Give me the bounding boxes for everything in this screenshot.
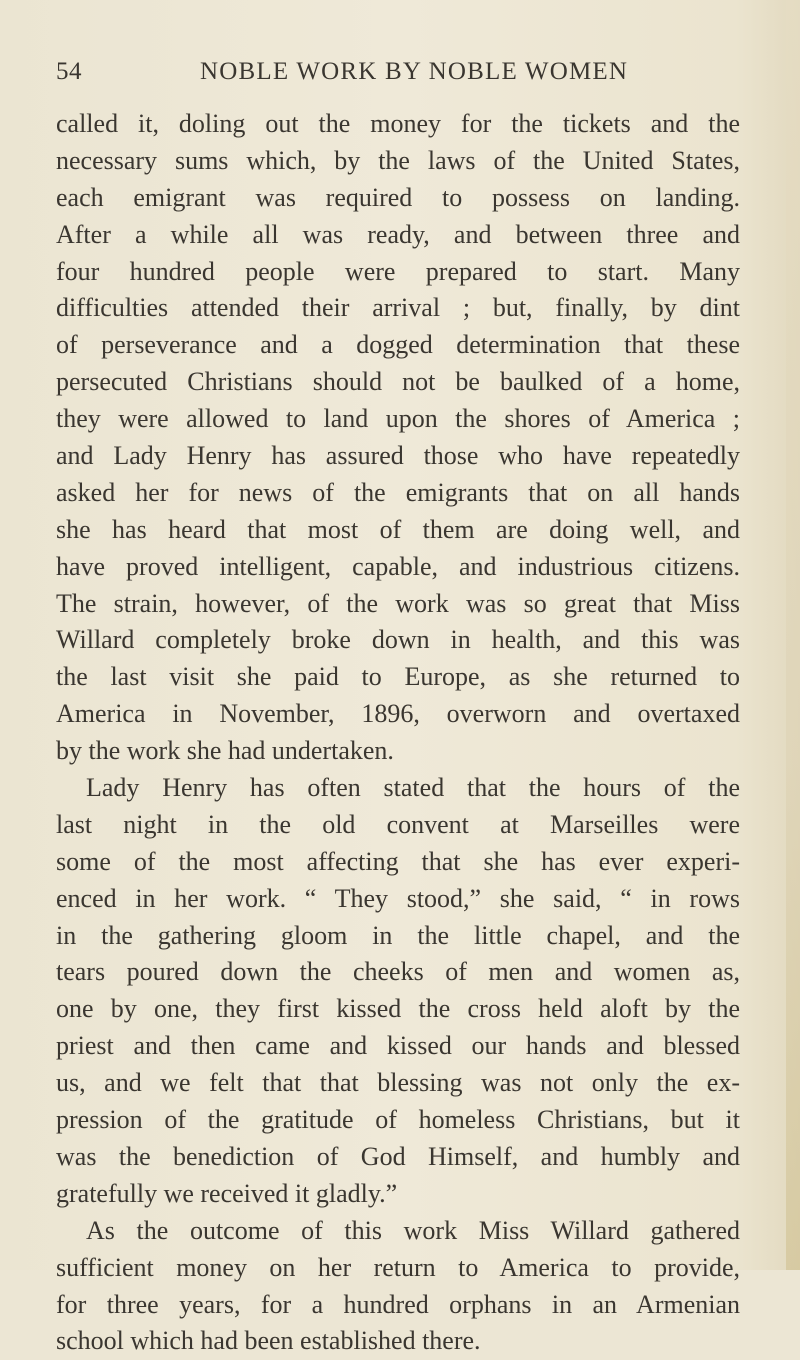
page-header xyxy=(0,58,800,94)
text-line: tears poured down the cheeks of men and women as, xyxy=(56,957,740,987)
text-line: for three years, for a hundred orphans in an Armenian xyxy=(56,1289,740,1319)
text-line: As the outcome of this work Miss Willard gathered xyxy=(86,1215,740,1245)
text-line: they were allowed to land upon the shores of America ; xyxy=(56,404,740,434)
text-line: was the benediction of God Himself, and humbly and xyxy=(56,1141,740,1171)
text-line: Lady Henry has often stated that the hours of the xyxy=(86,773,740,803)
text-line: necessary sums which, by the laws of the United States, xyxy=(56,145,740,175)
text-line: and Lady Henry has assured those who have repeatedly xyxy=(56,441,740,471)
text-line: gratefully we received it gladly.” xyxy=(56,1178,398,1208)
text-line: called it, doling out the money for the tickets and the xyxy=(56,109,740,138)
running-head: NOBLE WORK BY NOBLE WOMEN xyxy=(200,58,629,85)
text-line: The strain, however, of the work was so great that Miss xyxy=(56,588,740,618)
text-line: in the gathering gloom in the little chapel, and the xyxy=(56,920,740,950)
text-line: enced in her work. “ They stood,” she said, “ in rows xyxy=(56,883,740,913)
page-edge-discoloration xyxy=(786,0,800,1270)
text-line: the last visit she paid to Europe, as she returned to xyxy=(56,662,740,692)
text-line: difficulties attended their arrival ; but, finally, by dint xyxy=(56,293,740,323)
text-line: persecuted Christians should not be baulked of a home, xyxy=(56,367,740,397)
text-line: by the work she had undertaken. xyxy=(56,736,394,766)
text-line: some of the most affecting that she has ever experi- xyxy=(56,846,740,876)
body-text xyxy=(56,106,740,1360)
text-line: us, and we felt that that blessing was not only the ex- xyxy=(56,1068,740,1098)
text-line: last night in the old convent at Marseilles were xyxy=(56,809,740,839)
text-line: each emigrant was required to possess on landing. xyxy=(56,182,740,212)
text-line: of perseverance and a dogged determination that these xyxy=(56,330,740,360)
text-line: one by one, they first kissed the cross held aloft by the xyxy=(56,994,740,1024)
page-number: 54 xyxy=(56,58,82,85)
text-line: asked her for news of the emigrants that on all hands xyxy=(56,477,740,507)
text-line: sufficient money on her return to America to provide, xyxy=(56,1252,740,1282)
text-line: After a while all was ready, and between three and xyxy=(56,219,740,249)
text-line: school which had been established there. xyxy=(56,1326,481,1356)
text-line: have proved intelligent, capable, and industrious citizens. xyxy=(56,551,740,581)
text-line: priest and then came and kissed our hands and blessed xyxy=(56,1031,740,1061)
text-line: Willard completely broke down in health, and this was xyxy=(56,625,740,655)
text-line: pression of the gratitude of homeless Christians, but it xyxy=(56,1105,740,1135)
text-line: America in November, 1896, overworn and overtaxed xyxy=(56,699,740,729)
text-line: she has heard that most of them are doing well, and xyxy=(56,514,740,544)
text-line: four hundred people were prepared to start. Many xyxy=(56,256,740,286)
